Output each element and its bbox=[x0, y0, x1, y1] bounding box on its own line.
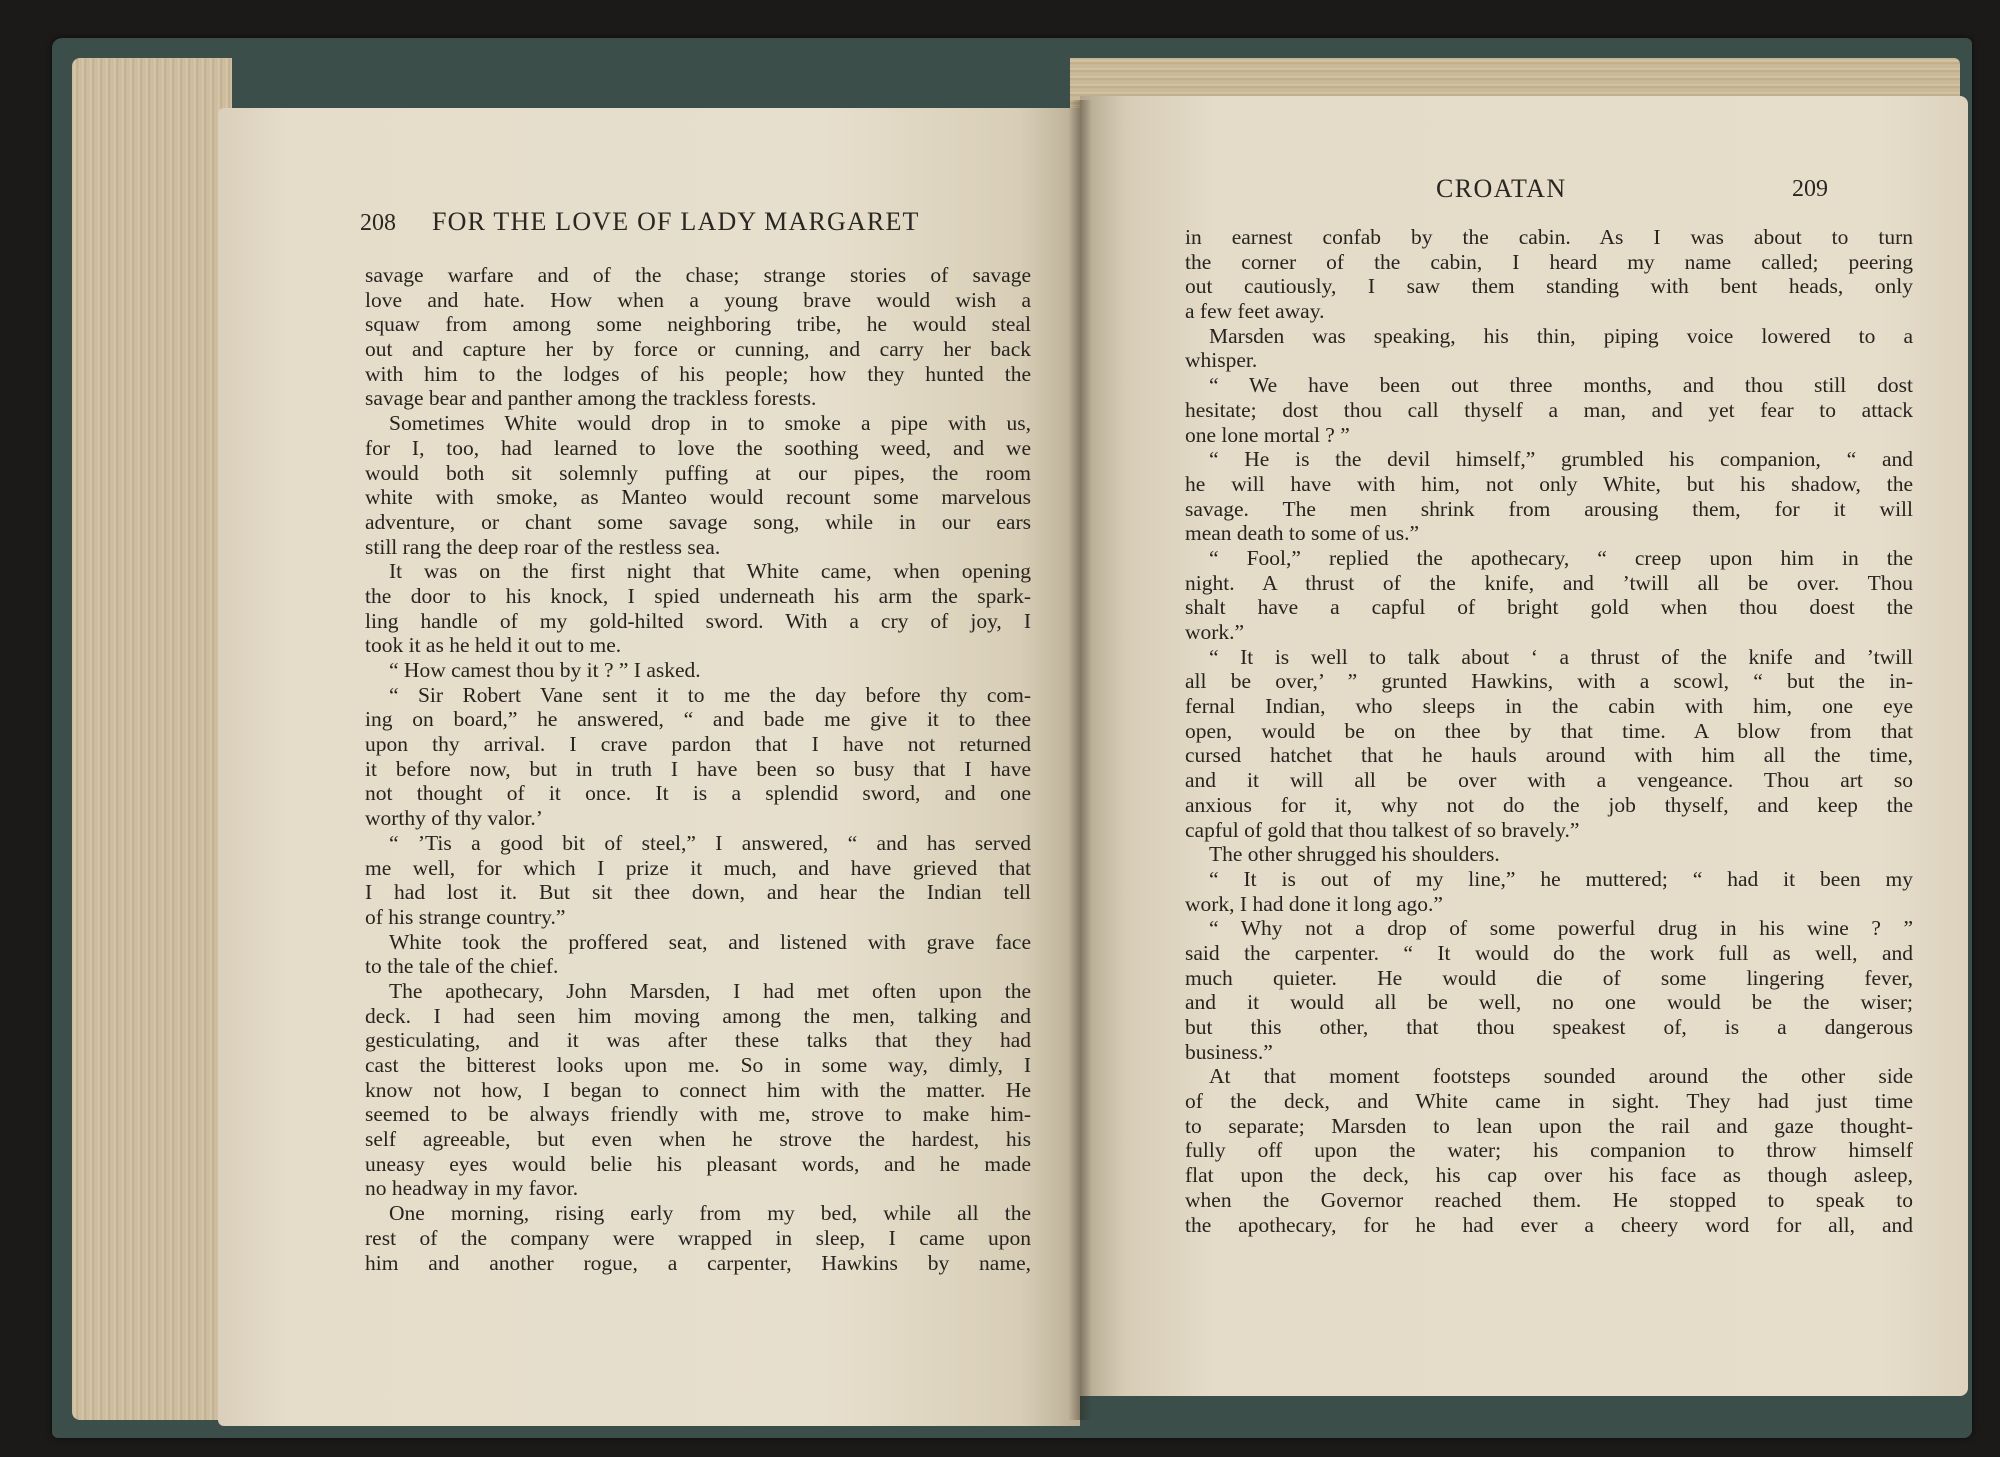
text-line: took it as he held it out to me. bbox=[365, 633, 622, 658]
text-line: anxious for it, why not do the job thyself, and keep the bbox=[1185, 792, 1913, 817]
text-line: not thought of it once. It is a splendid sword, and one bbox=[365, 781, 1031, 806]
text-line: “ Sir Robert Vane sent it to me the day before thy com- bbox=[389, 682, 1031, 707]
text-line: rest of the company were wrapped in sleep, I came upon bbox=[365, 1225, 1031, 1250]
text-line: and it would all be well, no one would be the wiser; bbox=[1185, 990, 1913, 1015]
text-line: flat upon the deck, his cap over his face as though asleep, bbox=[1185, 1163, 1913, 1188]
text-line: fernal Indian, who sleeps in the cabin with him, one eye bbox=[1185, 694, 1913, 719]
text-line: in earnest confab by the cabin. As I was about to turn bbox=[1185, 225, 1913, 249]
text-line: said the carpenter. “ It would do the work full as well, and bbox=[1185, 940, 1913, 965]
text-line: Marsden was speaking, his thin, piping voice lowered to a bbox=[1209, 323, 1913, 348]
text-line: uneasy eyes would belie his pleasant words, and he made bbox=[365, 1151, 1031, 1176]
text-line: The other shrugged his shoulders. bbox=[1209, 842, 1500, 867]
text-line: savage warfare and of the chase; strange stories of savage bbox=[365, 263, 1031, 287]
text-line: but this other, that thou speakest of, is a dangerous bbox=[1185, 1015, 1913, 1039]
text-line: hesitate; dost thou call thyself a man, and yet fear to attack bbox=[1185, 397, 1913, 422]
right-page bbox=[1080, 96, 1968, 1396]
text-line: it before now, but in truth I have been so busy that I have bbox=[365, 756, 1031, 781]
text-line: still rang the deep roar of the restless sea. bbox=[365, 534, 721, 559]
text-line: of his strange country.” bbox=[365, 904, 566, 929]
text-line: work, I had done it long ago.” bbox=[1185, 891, 1443, 916]
text-line: with him to the lodges of his people; how they hunted the bbox=[365, 361, 1031, 386]
text-line: “ It is out of my line,” he muttered; “ had it been my bbox=[1209, 866, 1913, 891]
text-line: savage bear and panther among the trackless forests. bbox=[365, 386, 817, 411]
text-line: whisper. bbox=[1185, 348, 1258, 373]
text-line: of the deck, and White came in sight. They had just time bbox=[1185, 1089, 1913, 1114]
text-line: “ How camest thou by it ? ” I asked. bbox=[389, 658, 701, 682]
text-line: White took the proffered seat, and listened with grave face bbox=[389, 929, 1031, 954]
text-line: “ Why not a drop of some powerful drug in his wine ? ” bbox=[1209, 916, 1913, 941]
text-line: gesticulating, and it was after these talks that they had bbox=[365, 1028, 1031, 1053]
text-line: “ We have been out three months, and thou still dost bbox=[1209, 373, 1913, 398]
text-line: upon thy arrival. I crave pardon that I have not returned bbox=[365, 732, 1031, 757]
text-line: me well, for which I prize it much, and have grieved that bbox=[365, 855, 1031, 880]
text-line: he will have with him, not only White, but his shadow, the bbox=[1185, 471, 1913, 496]
text-line: “ He is the devil himself,” grumbled his companion, “ and bbox=[1209, 447, 1913, 472]
text-line: night. A thrust of the knife, and ’twill all be over. Thou bbox=[1185, 570, 1913, 595]
text-line: the door to his knock, I spied underneath his arm the spark- bbox=[365, 583, 1031, 608]
text-line: cast the bitterest looks upon me. So in some way, dimly, I bbox=[365, 1053, 1031, 1077]
text-line: I had lost it. But sit thee down, and hear the Indian tell bbox=[365, 880, 1031, 905]
text-line: cursed hatchet that he hauls around with him all the time, bbox=[1185, 743, 1913, 768]
left-page bbox=[218, 108, 1080, 1426]
text-line: seemed to be always friendly with me, strove to make him- bbox=[365, 1102, 1031, 1127]
text-line: white with smoke, as Manteo would recount some marvelous bbox=[365, 485, 1031, 510]
text-line: business.” bbox=[1185, 1039, 1273, 1064]
page-text bbox=[365, 263, 1031, 1275]
text-line: the corner of the cabin, I heard my name called; peering bbox=[1185, 249, 1913, 274]
text-line: a few feet away. bbox=[1185, 299, 1325, 324]
text-line: “ It is well to talk about ‘ a thrust of the knife and ’twill bbox=[1209, 644, 1913, 669]
text-line: capful of gold that thou talkest of so bravely.” bbox=[1185, 817, 1580, 842]
text-line: know not how, I began to connect him with the matter. He bbox=[365, 1077, 1031, 1102]
text-line: mean death to some of us.” bbox=[1185, 521, 1420, 546]
text-line: the apothecary, for he had ever a cheery word for all, and bbox=[1185, 1212, 1913, 1237]
text-line: to the tale of the chief. bbox=[365, 954, 559, 979]
page-number: 208 bbox=[360, 210, 396, 236]
text-line: ing on board,” he answered, “ and bade me give it to thee bbox=[365, 707, 1031, 732]
text-line: open, would be on thee by that time. A blow from that bbox=[1185, 718, 1913, 743]
page-number: 209 bbox=[1792, 176, 1828, 202]
text-line: “ ’Tis a good bit of steel,” I answered, “ and has served bbox=[389, 830, 1031, 855]
text-line: no headway in my favor. bbox=[365, 1176, 579, 1201]
text-line: deck. I had seen him moving among the men, talking and bbox=[365, 1003, 1031, 1028]
text-line: fully off upon the water; his companion to throw himself bbox=[1185, 1138, 1913, 1163]
text-line: squaw from among some neighboring tribe, he would steal bbox=[365, 312, 1031, 337]
text-line: out cautiously, I saw them standing with bent heads, only bbox=[1185, 274, 1913, 299]
running-title: FOR THE LOVE OF LADY MARGARET bbox=[432, 207, 920, 236]
text-line: The apothecary, John Marsden, I had met often upon the bbox=[389, 978, 1031, 1003]
text-line: ling handle of my gold-hilted sword. With a cry of joy, I bbox=[365, 608, 1031, 633]
text-line: one lone mortal ? ” bbox=[1185, 422, 1350, 447]
text-line: to separate; Marsden to lean upon the rail and gaze thought- bbox=[1185, 1113, 1913, 1138]
book-gutter bbox=[1068, 100, 1092, 1420]
running-title: CROATAN bbox=[1436, 174, 1567, 203]
text-line: self agreeable, but even when he strove the hardest, his bbox=[365, 1127, 1031, 1152]
text-line: shalt have a capful of bright gold when thou doest the bbox=[1185, 595, 1913, 620]
text-line: when the Governor reached them. He stopped to speak to bbox=[1185, 1187, 1913, 1212]
text-line: would both sit solemnly puffing at our pipes, the room bbox=[365, 460, 1031, 485]
text-line: At that moment footsteps sounded around the other side bbox=[1209, 1064, 1913, 1089]
text-line: worthy of thy valor.’ bbox=[365, 806, 543, 831]
text-line: love and hate. How when a young brave would wish a bbox=[365, 287, 1031, 312]
text-line: work.” bbox=[1185, 620, 1245, 644]
text-line: and it will all be over with a vengeance. Thou art so bbox=[1185, 768, 1913, 793]
text-line: much quieter. He would die of some lingering fever, bbox=[1185, 965, 1913, 990]
text-line: One morning, rising early from my bed, while all the bbox=[389, 1201, 1031, 1226]
text-line: all be over,’ ” grunted Hawkins, with a scowl, “ but the in- bbox=[1185, 669, 1913, 694]
text-line: him and another rogue, a carpenter, Hawkins by name, bbox=[365, 1250, 1031, 1275]
text-line: for I, too, had learned to love the soothing weed, and we bbox=[365, 435, 1031, 460]
text-line: “ Fool,” replied the apothecary, “ creep upon him in the bbox=[1209, 545, 1913, 570]
text-line: out and capture her by force or cunning, and carry her back bbox=[365, 337, 1031, 362]
text-line: Sometimes White would drop in to smoke a pipe with us, bbox=[389, 411, 1031, 436]
text-line: It was on the first night that White came, when opening bbox=[389, 559, 1031, 584]
text-line: adventure, or chant some savage song, while in our ears bbox=[365, 509, 1031, 534]
page-text bbox=[1185, 225, 1913, 1237]
text-line: savage. The men shrink from arousing them, for it will bbox=[1185, 496, 1913, 521]
page-edges-left bbox=[72, 58, 232, 1420]
